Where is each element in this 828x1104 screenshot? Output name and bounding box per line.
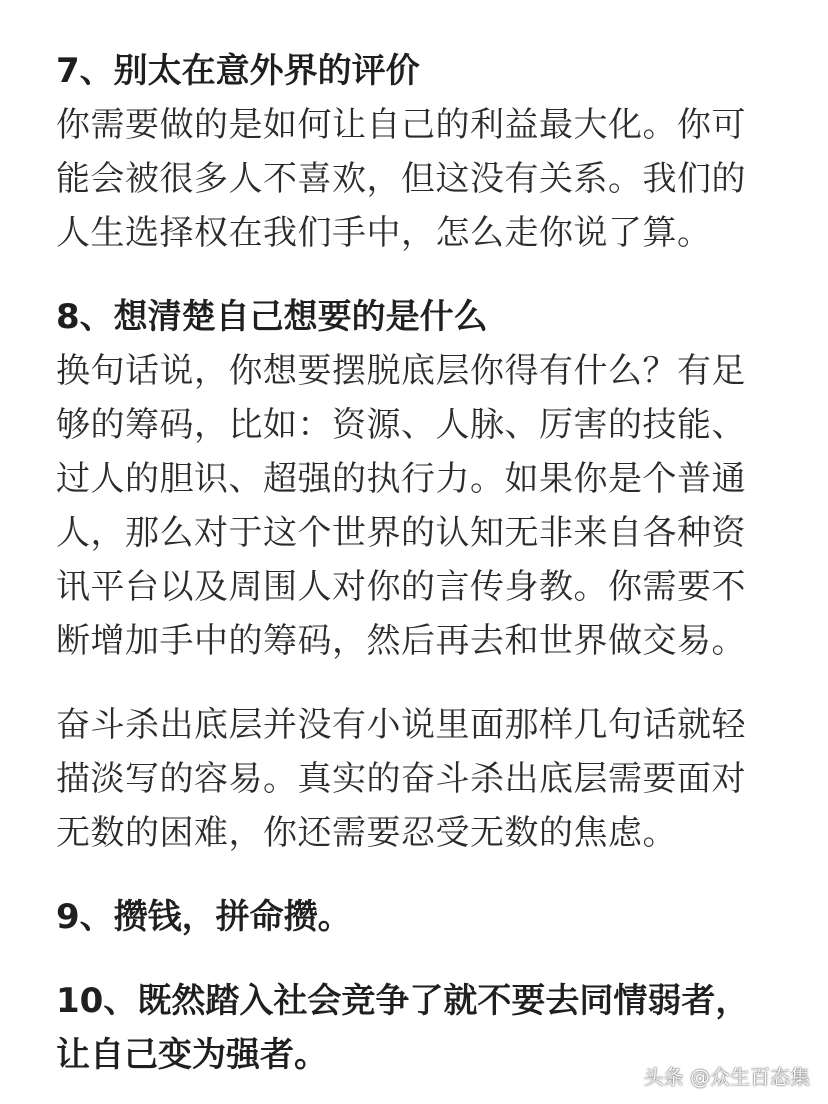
paragraph-line: 无数的困难，你还需要忍受无数的焦虑。 <box>56 813 677 853</box>
section-7-line: 你需要做的是如何让自己的利益最大化。你可 <box>56 105 746 145</box>
section-7-heading: 7、别太在意外界的评价 <box>56 51 420 91</box>
paragraph-line: 描淡写的容易。真实的奋斗杀出底层需要面对 <box>56 759 746 799</box>
spacer <box>56 260 786 290</box>
spacer <box>56 944 786 974</box>
section-8-line: 断增加手中的筹码，然后再去和世界做交易。 <box>56 621 746 661</box>
section-7-line: 人生选择权在我们手中，怎么走你说了算。 <box>56 213 712 253</box>
section-7-line: 能会被很多人不喜欢，但这没有关系。我们的 <box>56 159 746 199</box>
section-10-heading: 让自己变为强者。 <box>56 1035 328 1075</box>
spacer <box>56 668 786 698</box>
section-8-line: 过人的胆识、超强的执行力。如果你是个普通 <box>56 459 746 499</box>
section-8-line: 够的筹码，比如：资源、人脉、厉害的技能、 <box>56 405 746 445</box>
section-8-heading: 8、想清楚自己想要的是什么 <box>56 297 488 337</box>
paragraph-line: 奋斗杀出底层并没有小说里面那样几句话就轻 <box>56 705 746 745</box>
article-body <box>56 44 786 1082</box>
section-9-heading: 9、攒钱，拼命攒。 <box>56 897 352 937</box>
spacer <box>56 860 786 890</box>
section-8-line: 讯平台以及周围人对你的言传身教。你需要不 <box>56 567 746 607</box>
section-8-line: 人，那么对于这个世界的认知无非来自各种资 <box>56 513 746 553</box>
section-8-line: 换句话说，你想要摆脱底层你得有什么？有足 <box>56 351 746 391</box>
watermark: 头条 @众生百态集 <box>643 1065 810 1089</box>
section-10-heading: 10、既然踏入社会竞争了就不要去同情弱者， <box>56 981 750 1021</box>
